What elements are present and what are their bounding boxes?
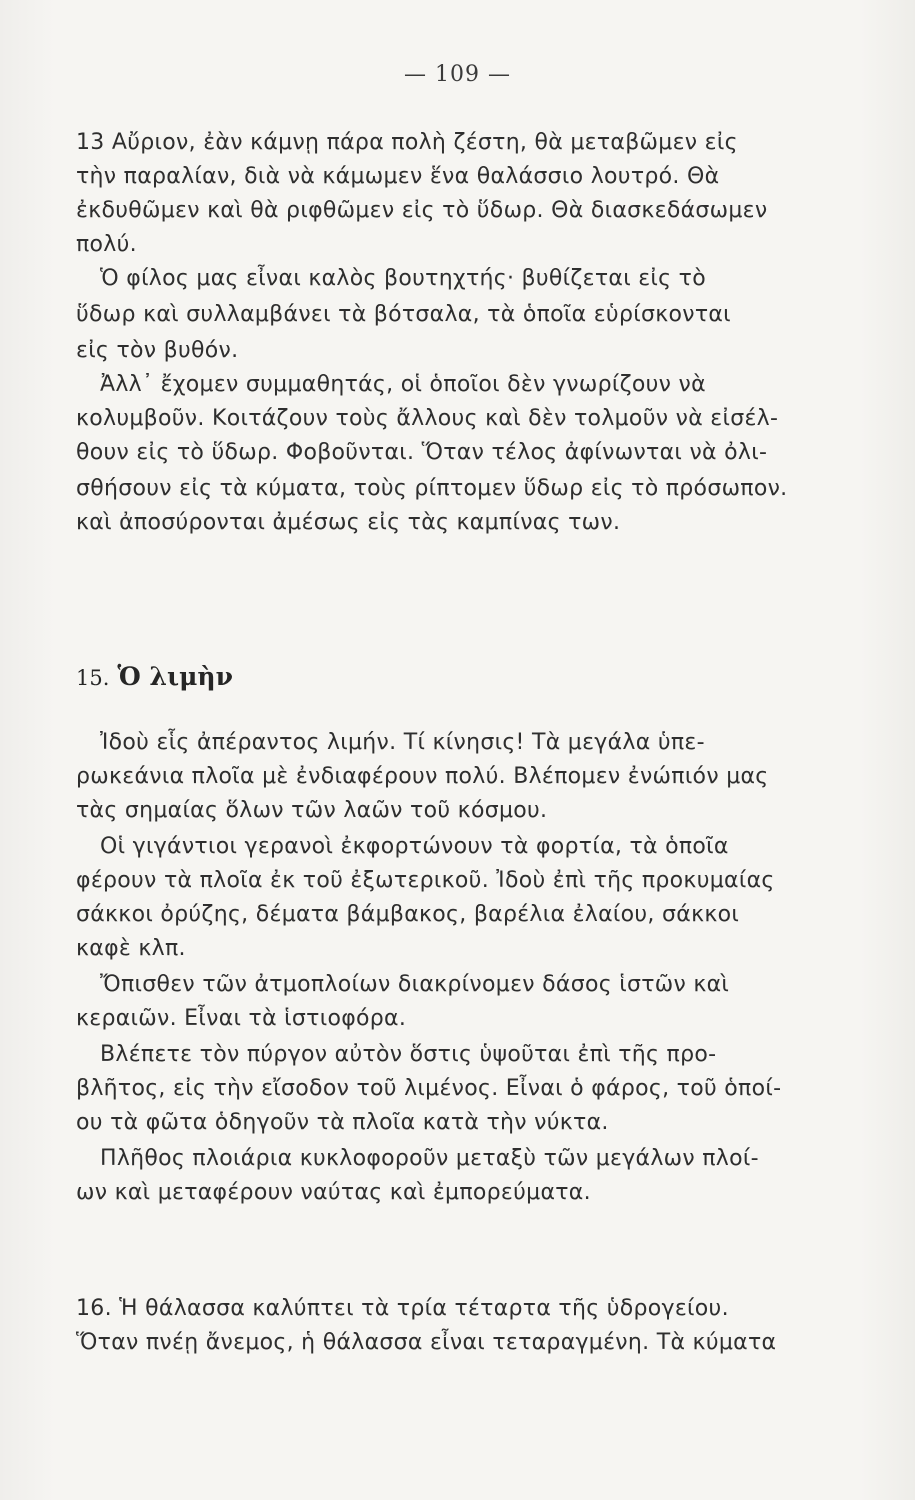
text-line: κεραιῶν. Εἶναι τὰ ἱστιοφόρα. (76, 1006, 407, 1031)
text-line: Βλέπετε τὸν πύργον αὐτὸν ὅστις ὑψοῦται ἐπὶ τῆς προ- (100, 1042, 717, 1067)
text-line: κολυμβοῦν. Κοιτάζουν τοὺς ἄλλους καὶ δὲν τολμοῦν νὰ εἰσέλ- (76, 406, 779, 431)
text-line: Πλῆθος πλοιάρια κυκλοφοροῦν μεταξὺ τῶν μεγάλων πλοί- (100, 1146, 759, 1171)
text-line: ρωκεάνια πλοῖα μὲ ἐνδιαφέρουν πολύ. Βλέπομεν ἐνώπιόν μας (76, 764, 769, 789)
page-number: — 109 — (404, 62, 511, 87)
text-line: Ὄπισθεν τῶν ἀτμοπλοίων διακρίνομεν δάσος ἱστῶν καὶ (100, 972, 730, 997)
text-line: Ὅταν πνέῃ ἄνεμος, ἡ θάλασσα εἶναι τεταραγμένη. Τὰ κύματα (76, 1330, 777, 1355)
text-line: εἰς τὸν βυθόν. (76, 338, 239, 363)
section-15-heading (76, 662, 233, 691)
text-line: Ἰδοὺ εἷς ἀπέραντος λιμήν. Τί κίνησις! Τὰ μεγάλα ὑπε- (100, 730, 705, 755)
text-line: Ἀλλ᾽ ἔχομεν συμμαθητάς, οἱ ὁποῖοι δὲν γνωρίζουν νὰ (100, 372, 706, 397)
text-line: πολύ. (76, 232, 137, 257)
text-line: ὕδωρ καὶ συλλαμβάνει τὰ βότσαλα, τὰ ὁποῖα εὑρίσκονται (76, 302, 731, 327)
text-line: ου τὰ φῶτα ὁδηγοῦν τὰ πλοῖα κατὰ τὴν νύκτα. (76, 1110, 609, 1135)
section-title: Ὁ λιμὴν (117, 662, 233, 691)
text-line: ων καὶ μεταφέρουν ναύτας καὶ ἐμπορεύματα. (76, 1180, 591, 1205)
text-line: βλῆτος, εἰς τὴν εἴσοδον τοῦ λιμένος. Εἶναι ὁ φάρος, τοῦ ὁποί- (76, 1076, 782, 1101)
text-line: τὰς σημαίας ὅλων τῶν λαῶν τοῦ κόσμου. (76, 798, 548, 823)
text-line: φέρουν τὰ πλοῖα ἐκ τοῦ ἐξωτερικοῦ. Ἰδοὺ ἐπὶ τῆς προκυμαίας (76, 868, 775, 893)
text-line: θουν εἰς τὸ ὕδωρ. Φοβοῦνται. Ὅταν τέλος ἀφίνωνται νὰ ὀλι- (76, 440, 768, 465)
text-line: τὴν παραλίαν, διὰ νὰ κάμωμεν ἕνα θαλάσσιο λουτρό. Θὰ (76, 164, 720, 189)
text-line: καφὲ κλπ. (76, 936, 186, 961)
section-number: 15. (76, 666, 110, 690)
text-line: Οἱ γιγάντιοι γερανοὶ ἐκφορτώνουν τὰ φορτία, τὰ ὁποῖα (100, 834, 729, 859)
text-line: σθήσουν εἰς τὰ κύματα, τοὺς ρίπτομεν ὕδωρ εἰς τὸ πρόσωπον. (76, 476, 788, 501)
text-line: 16. Ἡ θάλασσα καλύπτει τὰ τρία τέταρτα τῆς ὑδρογείου. (76, 1296, 729, 1321)
text-line: ἐκδυθῶμεν καὶ θὰ ριφθῶμεν εἰς τὸ ὕδωρ. Θὰ διασκεδάσωμεν (76, 198, 768, 223)
text-line: 13 Αὔριον, ἐὰν κάμνῃ πάρα πολὴ ζέστη, θὰ μεταβῶμεν εἰς (76, 130, 738, 155)
text-line: σάκκοι ὀρύζης, δέματα βάμβακος, βαρέλια ἐλαίου, σάκκοι (76, 902, 740, 927)
text-line: Ὁ φίλος μας εἶναι καλὸς βουτηχτής· βυθίζεται εἰς τὸ (100, 266, 706, 291)
text-line: καὶ ἀποσύρονται ἀμέσως εἰς τὰς καμπίνας των. (76, 510, 621, 535)
